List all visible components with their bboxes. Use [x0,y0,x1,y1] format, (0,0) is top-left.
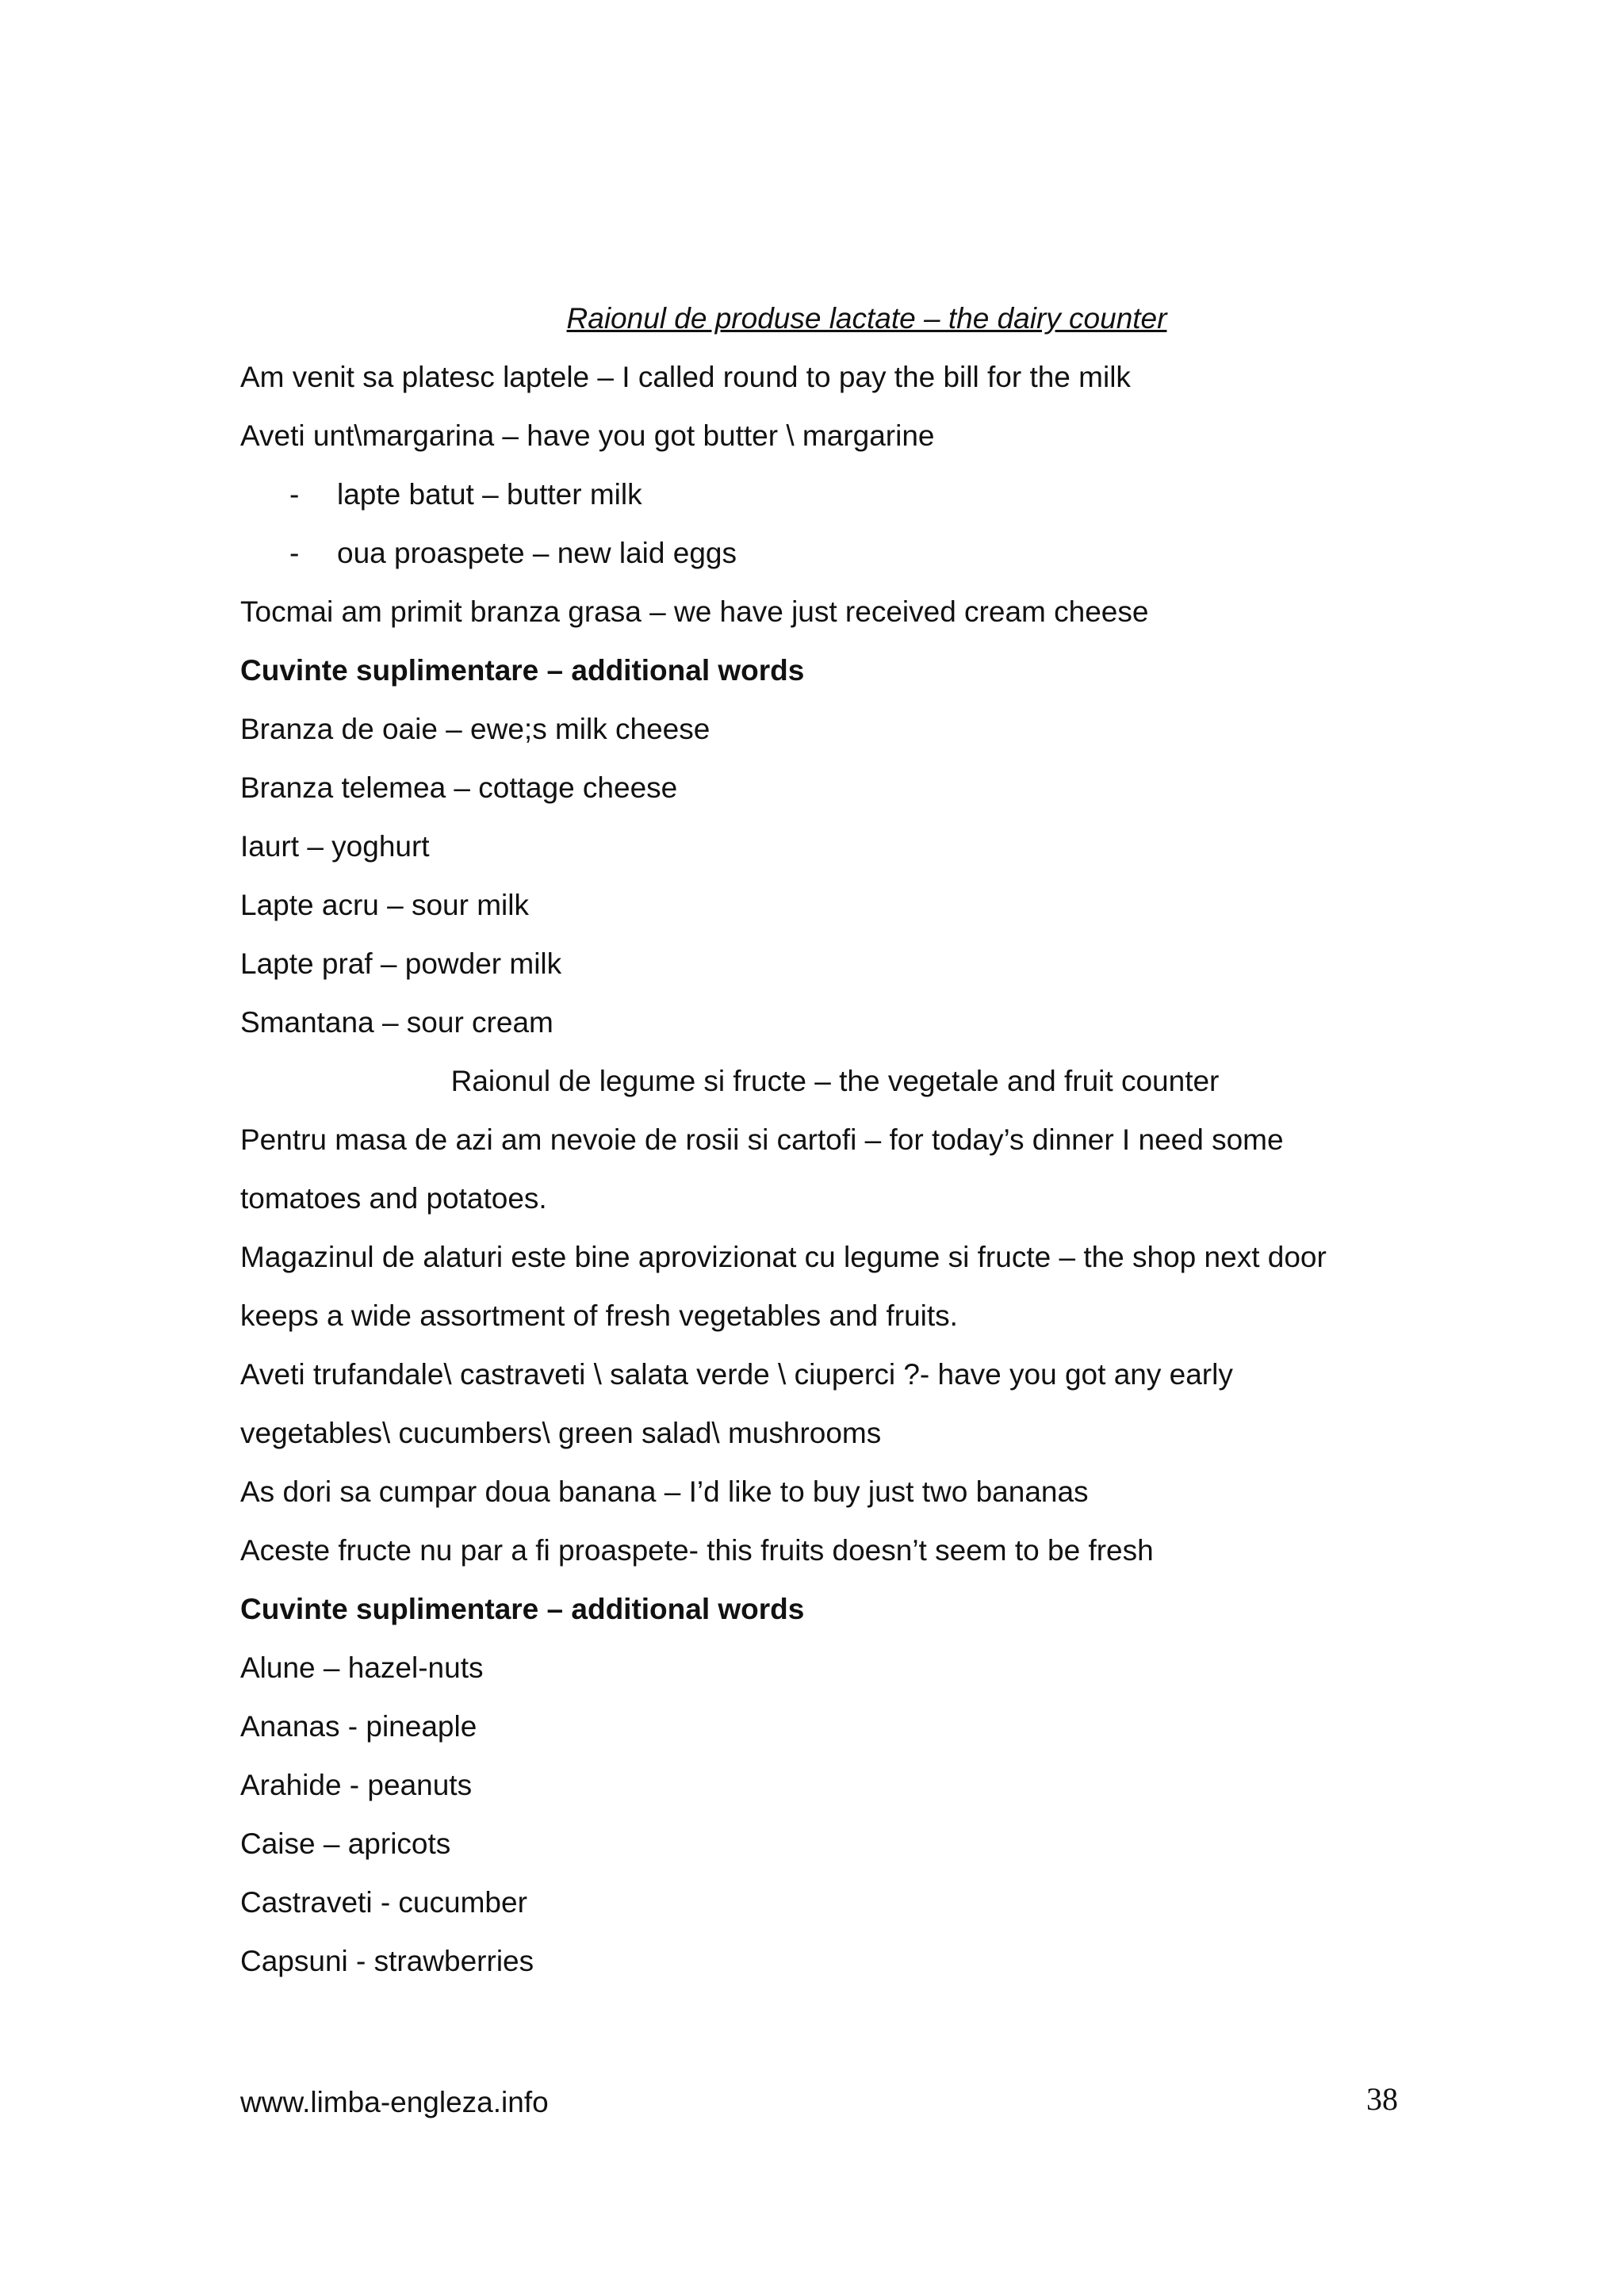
text-line: tomatoes and potatoes. [240,1182,547,1215]
vocabulary-item: Branza de oaie – ewe;s milk cheese [240,713,710,745]
vocabulary-item: Castraveti - cucumber [240,1886,527,1919]
text-line: Aceste fructe nu par a fi proaspete- this fruits doesn’t seem to be fresh [240,1534,1154,1567]
text-line: Aveti unt\margarina – have you got butter \ margarine [240,419,935,452]
text-line: As dori sa cumpar doua banana – I’d like to buy just two bananas [240,1475,1089,1508]
page-number: 38 [1366,2081,1398,2117]
bullet-item [240,465,1398,524]
bullet-item [240,524,1398,583]
additional-words-heading: Cuvinte suplimentare – additional words [240,1593,805,1625]
page-content [240,289,1398,1991]
text-line: keeps a wide assortment of fresh vegetables and fruits. [240,1299,958,1332]
section-title-dairy: Raionul de produse lactate – the dairy counter [566,302,1167,335]
section-title-vegetables: Raionul de legume si fructe – the vegetale and fruit counter [450,1065,1220,1097]
bullet-dash: - [289,537,300,569]
bullet-text: oua proaspete – new laid eggs [337,537,737,569]
text-line: vegetables\ cucumbers\ green salad\ mushrooms [240,1417,882,1449]
vocabulary-item: Branza telemea – cottage cheese [240,771,678,804]
footer-url: www.limba-engleza.info [240,2086,549,2118]
vocabulary-item: Caise – apricots [240,1827,451,1860]
vocabulary-item: Lapte acru – sour milk [240,889,530,921]
bullet-text: lapte batut – butter milk [337,478,642,511]
text-line: Magazinul de alaturi este bine aprovizionat cu legume si fructe – the shop next door [240,1241,1327,1273]
text-line: Aveti trufandale\ castraveti \ salata verde \ ciuperci ?- have you got any early [240,1358,1233,1391]
vocabulary-item: Smantana – sour cream [240,1006,553,1039]
vocabulary-item: Iaurt – yoghurt [240,830,430,863]
vocabulary-item: Arahide - peanuts [240,1769,473,1801]
vocabulary-item: Lapte praf – powder milk [240,947,562,980]
vocabulary-item: Ananas - pineaple [240,1710,477,1743]
text-line: Am venit sa platesc laptele – I called round to pay the bill for the milk [240,361,1131,393]
text-line: Tocmai am primit branza grasa – we have just received cream cheese [240,595,1149,628]
additional-words-heading: Cuvinte suplimentare – additional words [240,654,805,687]
vocabulary-item: Capsuni - strawberries [240,1945,534,1977]
vocabulary-item: Alune – hazel-nuts [240,1651,484,1684]
bullet-dash: - [289,478,300,511]
text-line: Pentru masa de azi am nevoie de rosii si cartofi – for today’s dinner I need some [240,1123,1284,1156]
